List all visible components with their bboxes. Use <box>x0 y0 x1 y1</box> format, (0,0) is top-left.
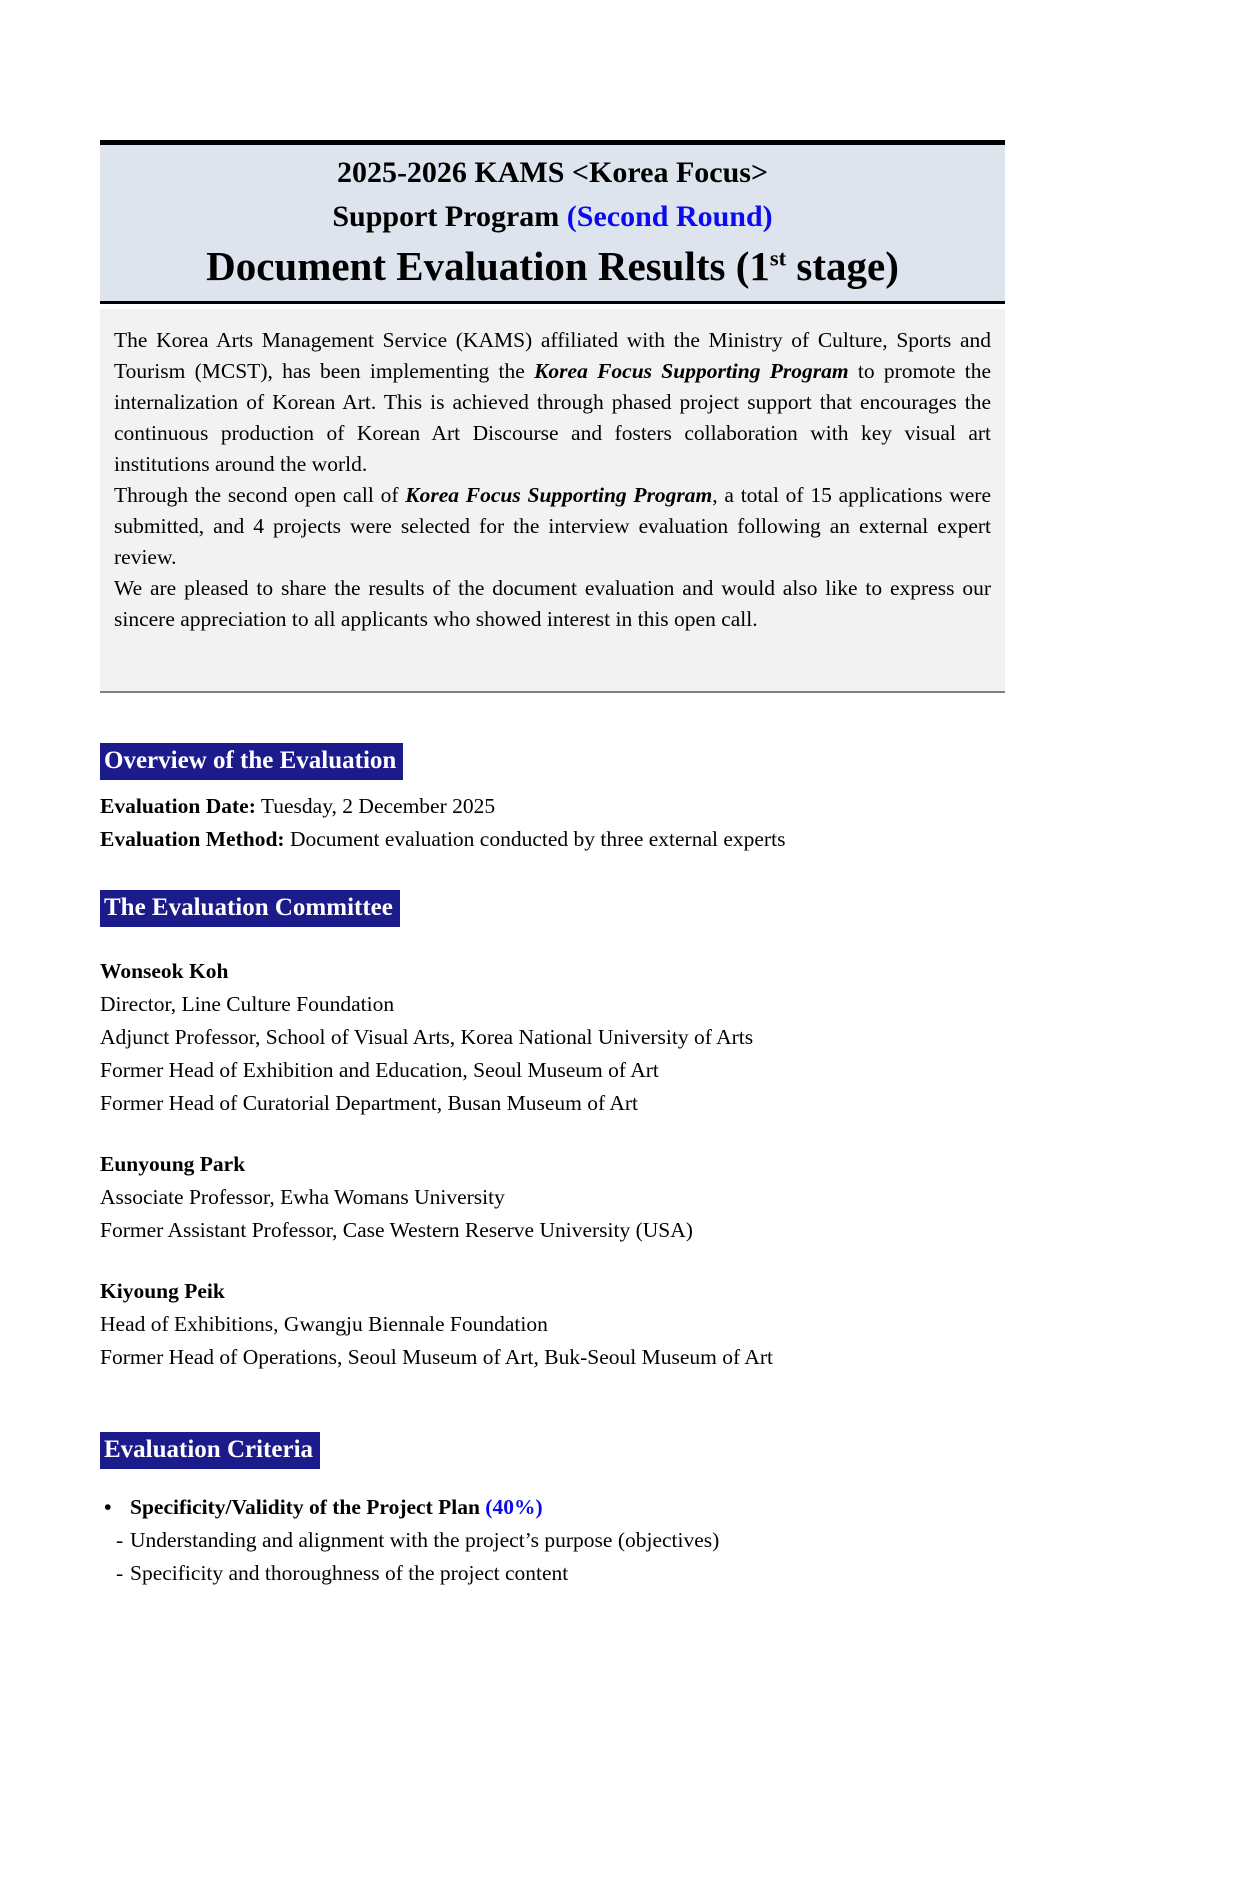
title-line-3-pre: Document Evaluation Results (1 <box>206 243 770 289</box>
intro-p1-text: The Korea Arts Management Service (KAMS) affiliated with the Ministry of Culture, Sports and Tourism (MCST), has been implementing the <box>114 328 991 383</box>
intro-p3-text: We are pleased to share the results of the document evaluation and would also like to express our sincere appreciation to all applicants who showed interest in this open call. <box>114 576 991 631</box>
title-line-1-text: 2025-2026 KAMS <Korea Focus> <box>336 156 769 189</box>
title-ordinal-superscript: st <box>769 245 787 271</box>
evaluation-date-value: Tuesday, 2 December 2025 <box>255 794 496 818</box>
criteria-item-title-text: Specificity/Validity of the Project Plan <box>130 1495 486 1519</box>
title-line-2-blue: (Second Round) <box>566 200 773 233</box>
intro-p1-text-cont: to promote the internalization of Korean Art. This is achieved through phased project support that encourages the continuous production of Korean Art Discourse and fosters collaboration with key visual art institutions around the world. <box>114 359 992 476</box>
intro-p2-program-name: Korea Focus Supporting Program <box>405 483 713 507</box>
title-line-3-post: stage) <box>786 243 899 289</box>
criteria-item-weight: (40%) <box>485 1495 543 1519</box>
overview-section-heading: Overview of the Evaluation <box>100 743 403 780</box>
evaluation-method-value: Document evaluation conducted by three external experts <box>284 827 786 851</box>
intro-paragraph-3 <box>114 573 991 635</box>
member-role: Director, Line Culture Foundation <box>100 992 395 1016</box>
intro-p2-text: Through the second open call of <box>114 483 406 507</box>
criteria-subitem: - Specificity and thoroughness of the project content <box>100 1557 1005 1590</box>
member-name: Wonseok Koh <box>100 959 229 983</box>
evaluation-method-line <box>100 823 1005 856</box>
evaluation-method-label: Evaluation Method: <box>100 827 285 851</box>
committee-section-heading: The Evaluation Committee <box>100 890 400 927</box>
title-line-2 <box>100 195 1005 239</box>
document-page <box>100 140 1005 1590</box>
criteria-item-title <box>100 1491 1005 1524</box>
committee-member <box>100 955 1005 1120</box>
title-line-2-black: Support Program <box>332 200 567 233</box>
committee-section <box>100 890 1005 927</box>
member-name: Kiyoung Peik <box>100 1279 225 1303</box>
intro-paragraph-2 <box>114 480 991 573</box>
criteria-subitem: - Understanding and alignment with the project’s purpose (objectives) <box>100 1524 1005 1557</box>
member-role: Former Head of Exhibition and Education, Seoul Museum of Art <box>100 1058 659 1082</box>
criteria-section-heading: Evaluation Criteria <box>100 1432 320 1469</box>
member-role: Adjunct Professor, School of Visual Arts, Korea National University of Arts <box>100 1025 754 1049</box>
intro-p1-program-name: Korea Focus Supporting Program <box>534 359 849 383</box>
title-line-3 <box>100 239 1005 293</box>
member-role: Head of Exhibitions, Gwangju Biennale Foundation <box>100 1312 548 1336</box>
member-role: Associate Professor, Ewha Womans University <box>100 1185 505 1209</box>
member-role: Former Head of Operations, Seoul Museum of Art, Buk-Seoul Museum of Art <box>100 1345 773 1369</box>
intro-paragraph-1 <box>114 325 991 480</box>
member-role: Former Head of Curatorial Department, Busan Museum of Art <box>100 1091 638 1115</box>
member-role: Former Assistant Professor, Case Western Reserve University (USA) <box>100 1218 693 1242</box>
intro-text-box <box>100 309 1005 693</box>
overview-details <box>100 790 1005 856</box>
title-line-1 <box>100 151 1005 195</box>
overview-section <box>100 743 1005 780</box>
intro-p2-text-cont: , a total of 15 applications were submitted, and 4 projects were selected for the interview evaluation following an external expert review. <box>114 483 992 569</box>
evaluation-date-line <box>100 790 1005 823</box>
evaluation-date-label: Evaluation Date: <box>100 794 256 818</box>
committee-member <box>100 1275 1005 1374</box>
committee-member <box>100 1148 1005 1247</box>
criteria-list <box>100 1491 1005 1590</box>
member-name: Eunyoung Park <box>100 1152 246 1176</box>
document-title-block <box>100 140 1005 304</box>
criteria-section <box>100 1432 1005 1469</box>
